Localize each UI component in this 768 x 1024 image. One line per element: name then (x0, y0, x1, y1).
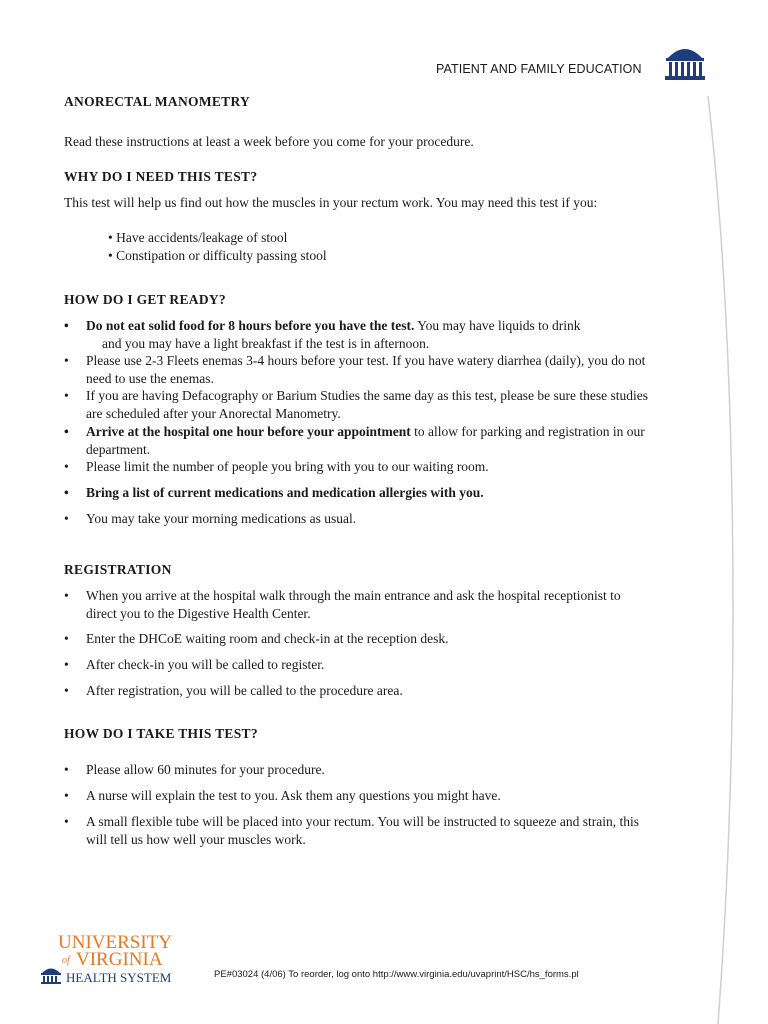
why-item-1: • Have accidents/leakage of stool (108, 230, 288, 245)
uva-health-system-logo (40, 930, 180, 986)
ready-heading: HOW DO I GET READY? (64, 292, 226, 307)
logo-of: of (62, 955, 70, 966)
why-heading: WHY DO I NEED THIS TEST? (64, 169, 258, 184)
ready-item-6: • Bring a list of current medications and medication allergies with you. (64, 484, 649, 502)
logo-line1: UNIVERSITY (58, 932, 172, 953)
registration-item-1: • When you arrive at the hospital walk through the main entrance and ask the hospital receptionist to direct you to the Digestive Health Center. (64, 587, 649, 622)
registration-heading: REGISTRATION (64, 562, 172, 577)
intro-text: Read these instructions at least a week before you come for your procedure. (64, 134, 474, 149)
logo-line2: VIRGINIA (76, 949, 163, 970)
registration-item-4: • After registration, you will be called to the procedure area. (64, 682, 649, 700)
ready-item-2: • Please use 2-3 Fleets enemas 3-4 hours before your test. If you have watery diarrhea (daily), you do not need to use the enemas. (64, 352, 649, 387)
take-heading: HOW DO I TAKE THIS TEST? (64, 726, 258, 741)
why-item-2: • Constipation or difficulty passing stool (108, 248, 327, 263)
header-label: PATIENT AND FAMILY EDUCATION (436, 62, 642, 76)
rotunda-logo-icon (664, 42, 706, 82)
registration-item-2: • Enter the DHCoE waiting room and check-in at the reception desk. (64, 630, 649, 648)
registration-item-3: • After check-in you will be called to register. (64, 656, 649, 674)
why-text: This test will help us find out how the muscles in your rectum work. You may need this test if you: (64, 195, 598, 210)
footer-reorder-text: PE#03024 (4/06) To reorder, log onto http://www.virginia.edu/uvaprint/HSC/hs_forms.pl (214, 969, 579, 980)
take-item-1: • Please allow 60 minutes for your procedure. (64, 761, 649, 779)
ready-item-3: • If you are having Defacography or Barium Studies the same day as this test, please be sure these studies are scheduled after your Anorectal Manometry. (64, 387, 649, 422)
logo-line3: HEALTH SYSTEM (66, 970, 172, 985)
ready-item-5: • Please limit the number of people you bring with you to our waiting room. (64, 458, 649, 476)
logo-rotunda-icon (41, 969, 61, 985)
ready-item-7: • You may take your morning medications as usual. (64, 510, 649, 528)
document-title: ANORECTAL MANOMETRY (64, 94, 251, 109)
take-item-2: • A nurse will explain the test to you. Ask them any questions you might have. (64, 787, 649, 805)
ready-item-4: • Arrive at the hospital one hour before your appointment to allow for parking and registration in our department. (64, 423, 649, 458)
take-item-3: • A small flexible tube will be placed into your rectum. You will be instructed to squeeze and strain, this will tell us how well your muscles work. (64, 813, 649, 848)
ready-item-1: • Do not eat solid food for 8 hours before you have the test. You may have liquids to drink and you may have a light breakfast if the test is in afternoon. (64, 317, 649, 352)
